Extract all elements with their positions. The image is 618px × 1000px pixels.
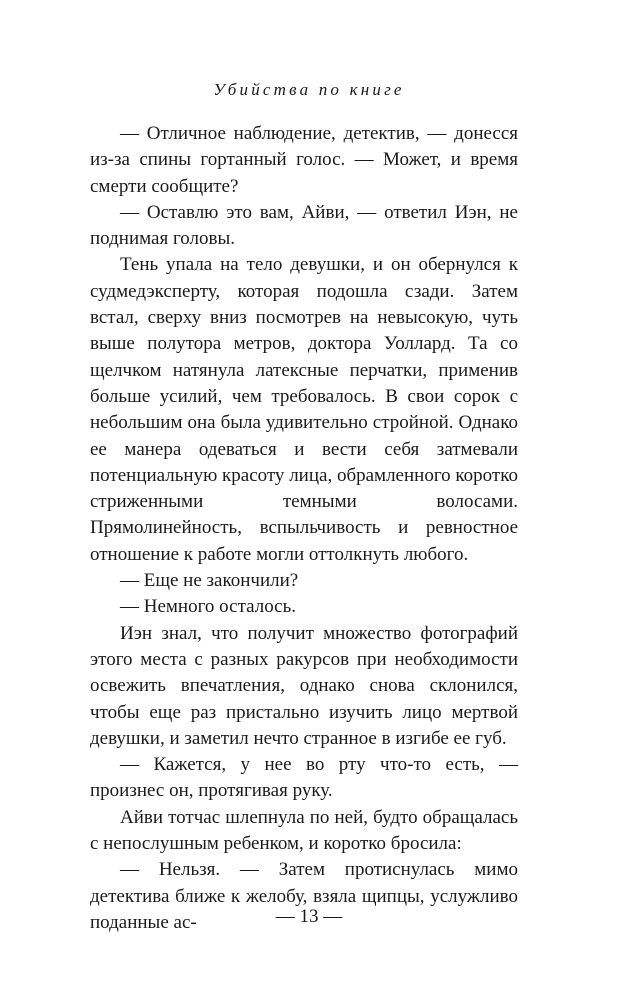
paragraph: — Отличное наблюдение, детектив, — донесся из-за спины гортанный голос. — Может, и время смерти сообщите? <box>90 123 518 197</box>
paragraph: Айви тотчас шлепнула по ней, будто обращалась с непослушным ребенком, и коротко бросила: <box>90 806 518 855</box>
paragraph: — Нельзя. — Затем протиснулась мимо детектива ближе к желобу, взяла щипцы, услужливо поданные ас- <box>90 859 518 933</box>
paragraph: — Оставлю это вам, Айви, — ответил Иэн, не поднимая головы. <box>90 201 518 250</box>
paragraph: — Немного осталось. <box>120 596 297 618</box>
paragraph: Иэн знал, что получит множество фотографий этого места с разных ракурсов при необходимости освежить впечатления, однако снова склонился, чтобы еще раз пристально изучить лицо мертвой девушки, и заметил нечто странное в изгибе ее губ. <box>90 622 518 749</box>
running-header: Убийства по книге <box>213 80 405 99</box>
paragraph: — Кажется, у нее во рту что-то есть, — произнес он, протягивая руку. <box>90 754 518 802</box>
body-text <box>90 121 518 936</box>
page-number: — 13 — <box>275 906 343 927</box>
paragraph: — Еще не закончили? <box>120 570 299 592</box>
paragraph: Тень упала на тело девушки, и он обернулся к судмедэксперту, которая подошла сзади. Затем встал, сверху вниз посмотрев на невысокую, чуть выше полутора метров, доктора Уоллард. Та со щелчком натянула латексные перчатки, применив больше усилий, чем требовалось. В свои сорок с небольшим она была удивительно стройной. Однако ее манера одеваться и вести себя затмевали потенциальную красоту лица, обрамленного коротко стриженными темными волосами. Прямолинейность, вспыльчивость и ревностное отношение к работе могли оттолкнуть любого. <box>90 254 518 565</box>
